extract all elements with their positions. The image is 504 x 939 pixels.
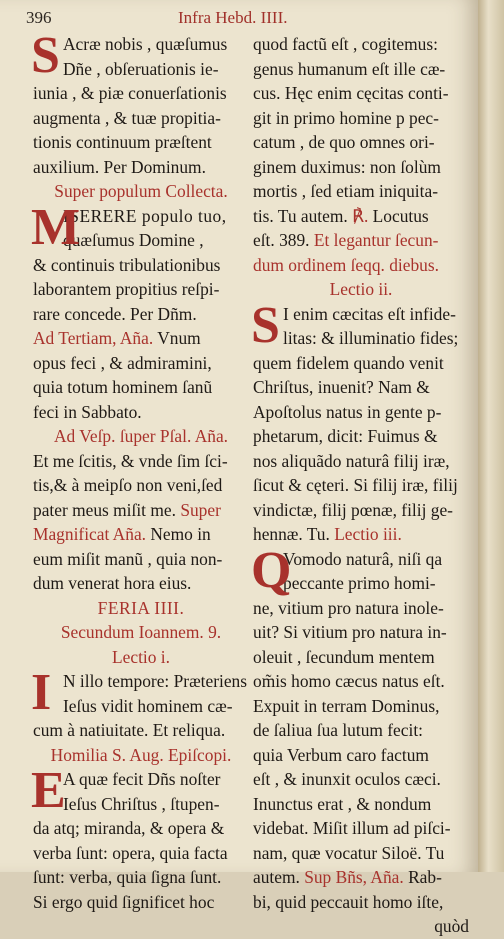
text-line: I enim cæcitas eſt infide-	[283, 303, 456, 324]
text-line: quod factũ eſt , cogitemus:	[253, 34, 438, 54]
text-line: litas: & illuminatio fides;	[283, 328, 459, 348]
text-line: vindictæ, filij pœnæ, filij ge-	[253, 499, 453, 520]
text-line: bi, quid peccauit homo iſte,	[253, 891, 444, 912]
rubric-line: dum ordinem ſeqq. diebus.	[253, 254, 439, 275]
lectio-heading: Lectio iii.	[334, 524, 402, 544]
text-line	[253, 204, 469, 229]
gospel-text	[31, 664, 249, 743]
text-line: A quæ fecit Dñs noſter	[63, 769, 221, 789]
text-line: tionis continuum præſtent	[33, 132, 212, 152]
catchword: quòd	[434, 916, 469, 936]
text-line: cus. Hęc enim cęcitas conti-	[253, 83, 449, 103]
text-line: Dñe , obſeruationis ie-	[63, 58, 219, 79]
text-line: verba ſunt: opera, quia facta	[33, 842, 228, 863]
text: autem.	[253, 867, 305, 887]
text-line: quem fidelem quando venit	[253, 352, 444, 373]
text: Vnum	[153, 328, 201, 348]
text-line: Apoſtolus natus in gente p-	[253, 401, 442, 422]
lectio-heading: Lectio ii.	[329, 279, 393, 299]
text-line: dum venerat hora eius.	[33, 573, 192, 593]
text-line: augmenta , & tuæ propitia-	[33, 107, 221, 128]
text-line: quia totum hominem ſanũ	[33, 377, 213, 397]
text-line: phetarum, dicit: Fuimus &	[253, 426, 438, 446]
text-line: eum miſit manũ , quia non-	[33, 548, 223, 569]
text-line	[253, 865, 469, 890]
text-line: de ſaliua ſua lutum fecit:	[253, 720, 423, 740]
text-line: Et me ſcitis, & vnde ſim ſci-	[33, 450, 228, 471]
text: Nemo in	[146, 524, 211, 544]
text-line: opus feci , & admiramini,	[33, 352, 212, 373]
lectio2-text	[251, 296, 469, 523]
page-number: 396	[26, 8, 52, 27]
rubric: Sup Bñs, Aña.	[304, 867, 404, 887]
text-line	[33, 498, 249, 523]
text-line: cum à natiuitate. Et reliqua.	[33, 720, 226, 740]
text-line: nos aliquãdo naturâ filij iræ,	[253, 450, 450, 471]
text-line: nam, quæ vocatur Siloë. Tu	[253, 842, 445, 863]
page-edge	[478, 0, 504, 872]
text-line: uit? Si vitium pro natura in-	[253, 622, 447, 642]
text-line: rare concede. Per Dñm.	[33, 303, 197, 324]
text-line: eſt , & inunxit oculos cæci.	[253, 769, 441, 789]
feria-heading: FERIA IIII.	[97, 597, 185, 618]
drop-cap: S	[251, 296, 280, 354]
drop-cap: S	[31, 27, 60, 84]
homily-text	[31, 762, 249, 914]
text-line: catum , de quo omnes ori-	[253, 132, 435, 152]
text-line: ſicut & cęteri. Si filij iræ, filij	[253, 475, 458, 495]
text-line: videbat. Miſit illum ad piſci-	[253, 818, 451, 838]
text: tis. Tu autem.	[253, 205, 353, 226]
text-line: oleuit , ſecundum mentem	[253, 646, 435, 667]
text-line: Acræ nobis , quæſumus	[63, 34, 228, 54]
rubric: Magnificat Aña.	[33, 524, 147, 544]
lectio3-text	[251, 541, 469, 866]
response-symbol: ℟.	[352, 205, 369, 226]
text-line: ISERERE populo tuo,	[63, 205, 227, 226]
homilia-heading: Homilia S. Aug. Epiſcopi.	[50, 744, 232, 765]
text-line: ſunt: verba, quia ſigna ſunt.	[33, 867, 222, 887]
text-line	[33, 326, 249, 351]
text-line: laborantem propitius reſpi-	[33, 279, 220, 299]
text-line: da atq; miranda, & opera &	[33, 818, 225, 838]
text: pater meus miſit me.	[33, 499, 181, 520]
text-line: Vomodo naturâ, niſi qa	[283, 548, 443, 569]
antiphon-tertia	[33, 326, 249, 424]
text-line: mortis , ſed etiam iniquita-	[253, 181, 438, 201]
antiphon-vesperas	[33, 449, 249, 596]
rubric: Ad Tertiam, Aña.	[33, 328, 154, 348]
text-line: genus humanum eſt ille cæ-	[253, 58, 446, 79]
text-line: Ieſus vidit hominem cæ-	[63, 695, 233, 716]
rubric-ad-vesperas: Ad Veſp. ſuper Pſal. Aña.	[53, 426, 229, 446]
drop-cap: M	[31, 198, 81, 256]
text-line: feci in Sabbato.	[33, 401, 142, 422]
rubric-super-populum: Super populum Collecta.	[54, 181, 228, 201]
text-line: om̃is homo cæcus natus eſt.	[253, 671, 445, 691]
page-header	[26, 8, 466, 32]
rubric: Et legantur ſecun-	[313, 230, 439, 250]
text-line: & continuis tribulationibus	[33, 254, 221, 275]
right-column	[253, 32, 469, 939]
text-line: ginem duximus: non ſolùm	[253, 156, 441, 177]
drop-cap: I	[31, 664, 52, 721]
text-line: N illo tempore: Præteriens	[63, 671, 248, 691]
text-line: tis,& à meipſo non veni,ſed	[33, 475, 223, 495]
text-line: Ieſus Chriſtus , ſtupen-	[63, 793, 220, 814]
text-line: Inunctus erat , & nondum	[253, 793, 432, 814]
text-line: iunia , & piæ conuerſationis	[33, 83, 227, 103]
text-line: quæſumus Domine ,	[63, 230, 204, 250]
text: eſt. 389.	[253, 230, 314, 250]
prayer-miserere	[31, 198, 249, 327]
text: hennæ. Tu.	[253, 524, 335, 544]
text-line: peccante primo homi-	[283, 573, 436, 593]
text-line: Expuit in terram Dominus,	[253, 695, 440, 716]
prayer-sacrae	[31, 27, 249, 179]
text-line	[33, 522, 249, 547]
text-line: Si ergo quid ſignificet hoc	[33, 891, 215, 912]
secundum-heading: Secundum Ioannem. 9.	[60, 622, 222, 642]
text-line: Chriſtus, inuenit? Nam &	[253, 377, 430, 397]
text-line: git in primo homine p pec-	[253, 107, 439, 128]
rubric: Super	[180, 499, 221, 520]
running-head: Infra Hebd. IIII.	[178, 8, 288, 27]
text-line: auxilium. Per Dominum.	[33, 156, 206, 177]
left-column	[31, 27, 249, 914]
text: Rab-	[403, 867, 442, 887]
drop-cap: Q	[251, 541, 292, 599]
text-line: ne, vitium pro natura inole-	[253, 597, 444, 618]
text-line: quia Verbum caro factum	[253, 744, 429, 765]
drop-cap: E	[31, 762, 66, 819]
lectio-heading: Lectio i.	[112, 646, 170, 667]
text-line	[253, 228, 469, 253]
text: Locutus	[368, 205, 429, 226]
